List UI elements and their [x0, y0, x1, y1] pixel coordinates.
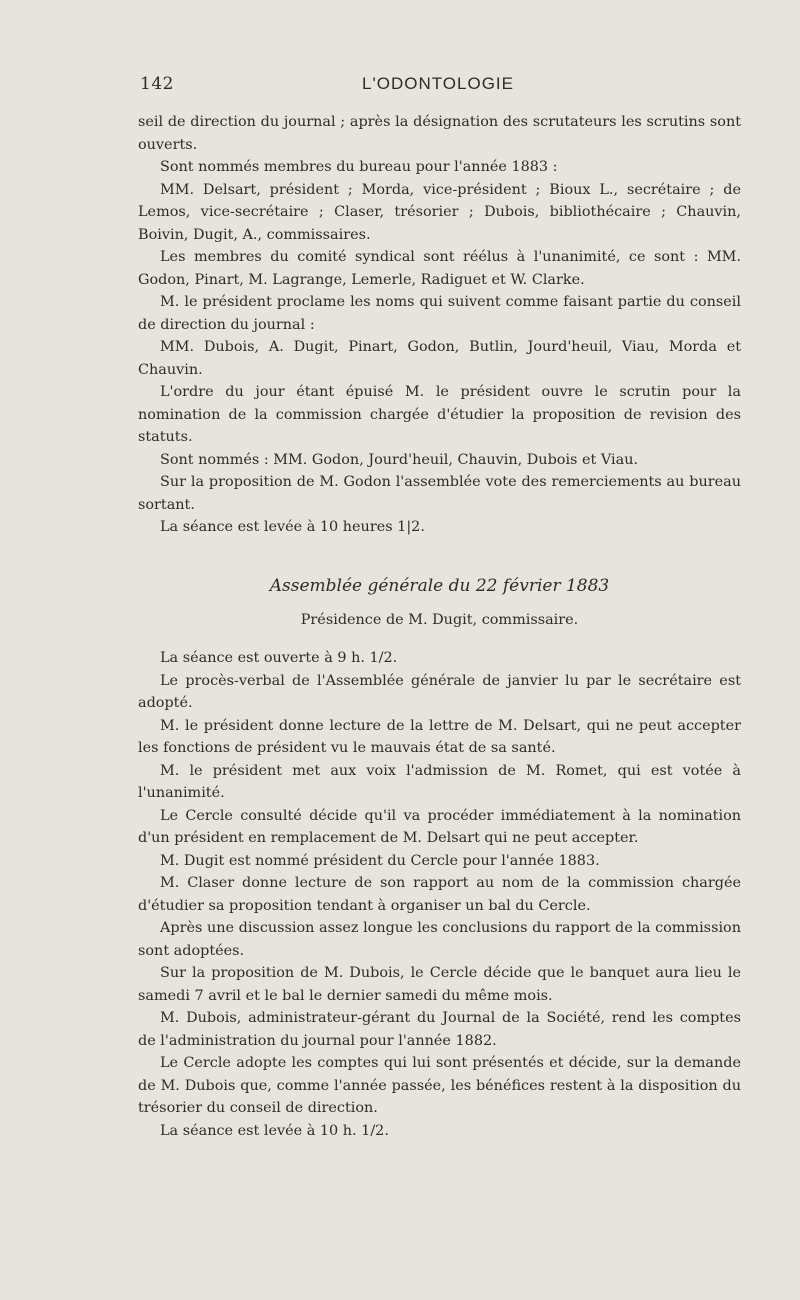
second-section-text	[138, 647, 741, 1142]
paragraph: Sur la proposition de M. Dubois, le Cercle décide que le banquet aura lieu le samedi 7 avril et le bal le dernier samedi du même mois.	[138, 965, 741, 1004]
paragraph: MM. Dubois, A. Dugit, Pinart, Godon, Butlin, Jourd'heuil, Viau, Morda et Chauvin.	[138, 339, 741, 378]
paragraph: La séance est ouverte à 9 h. 1/2.	[160, 650, 398, 666]
paragraph: M. le président met aux voix l'admission de M. Romet, qui est votée à l'unanimité.	[138, 762, 741, 801]
paragraph: Sur la proposition de M. Godon l'assemblée vote des remerciements au bureau sortant.	[138, 474, 741, 513]
paragraph: M. le président donne lecture de la lettre de M. Delsart, qui ne peut accepter les fonctions de président vu le mauvais état de sa santé.	[138, 717, 741, 756]
paragraph: Le Cercle adopte les comptes qui lui sont présentés et décide, sur la demande de M. Dubois que, comme l'année passée, les bénéfices restent à la disposition du trésorier du conseil de direction.	[138, 1055, 741, 1116]
paragraph: Sont nommés : MM. Godon, Jourd'heuil, Chauvin, Dubois et Viau.	[160, 451, 639, 468]
presidence-line: Présidence de M. Dugit, commissaire.	[300, 612, 579, 628]
paragraph: Le Cercle consulté décide qu'il va procéder immédiatement à la nomination d'un président en remplacement de M. Delsart qui ne peut accepter.	[138, 807, 741, 846]
paragraph: seil de direction du journal ; après la désignation des scrutateurs les scrutins sont ouverts.	[138, 114, 741, 153]
page-number: 142	[140, 74, 174, 94]
paragraph: Après une discussion assez longue les conclusions du rapport de la commission sont adoptées.	[138, 920, 741, 959]
paragraph: Sont nommés membres du bureau pour l'année 1883 :	[160, 159, 558, 175]
page-header	[138, 74, 738, 98]
first-section-text	[138, 111, 741, 539]
paragraph: M. le président proclame les noms qui suivent comme faisant partie du conseil de direction du journal :	[138, 294, 741, 333]
paragraph: L'ordre du jour étant épuisé M. le président ouvre le scrutin pour la nomination de la commission chargée d'étudier la proposition de revision des statuts.	[138, 384, 741, 445]
running-title: L'ODONTOLOGIE	[362, 74, 514, 93]
paragraph: Le procès-verbal de l'Assemblée générale de janvier lu par le secrétaire est adopté.	[138, 672, 741, 711]
paragraph: M. Dubois, administrateur-gérant du Journal de la Société, rend les comptes de l'administration du journal pour l'année 1882.	[138, 1010, 741, 1049]
paragraph: M. Claser donne lecture de son rapport au nom de la commission chargée d'étudier sa proposition tendant à organiser un bal du Cercle.	[138, 875, 741, 914]
paragraph: La séance est levée à 10 heures 1|2.	[160, 519, 425, 535]
paragraph: MM. Delsart, président ; Morda, vice-président ; Bioux L., secrétaire ; de Lemos, vice-secrétaire ; Claser, trésorier ; Dubois, bibliothécaire ; Chauvin, Boivin, Dugit, A., commissaires.	[138, 181, 741, 243]
section-title: Assemblée générale du 22 février 1883	[269, 576, 610, 596]
paragraph: M. Dugit est nommé président du Cercle pour l'année 1883.	[160, 852, 600, 869]
paragraph: La séance est levée à 10 h. 1/2.	[160, 1122, 389, 1139]
paragraph: Les membres du comité syndical sont réélus à l'unanimité, ce sont : MM. Godon, Pinart, M. Lagrange, Lemerle, Radiguet et W. Clarke.	[138, 249, 741, 288]
